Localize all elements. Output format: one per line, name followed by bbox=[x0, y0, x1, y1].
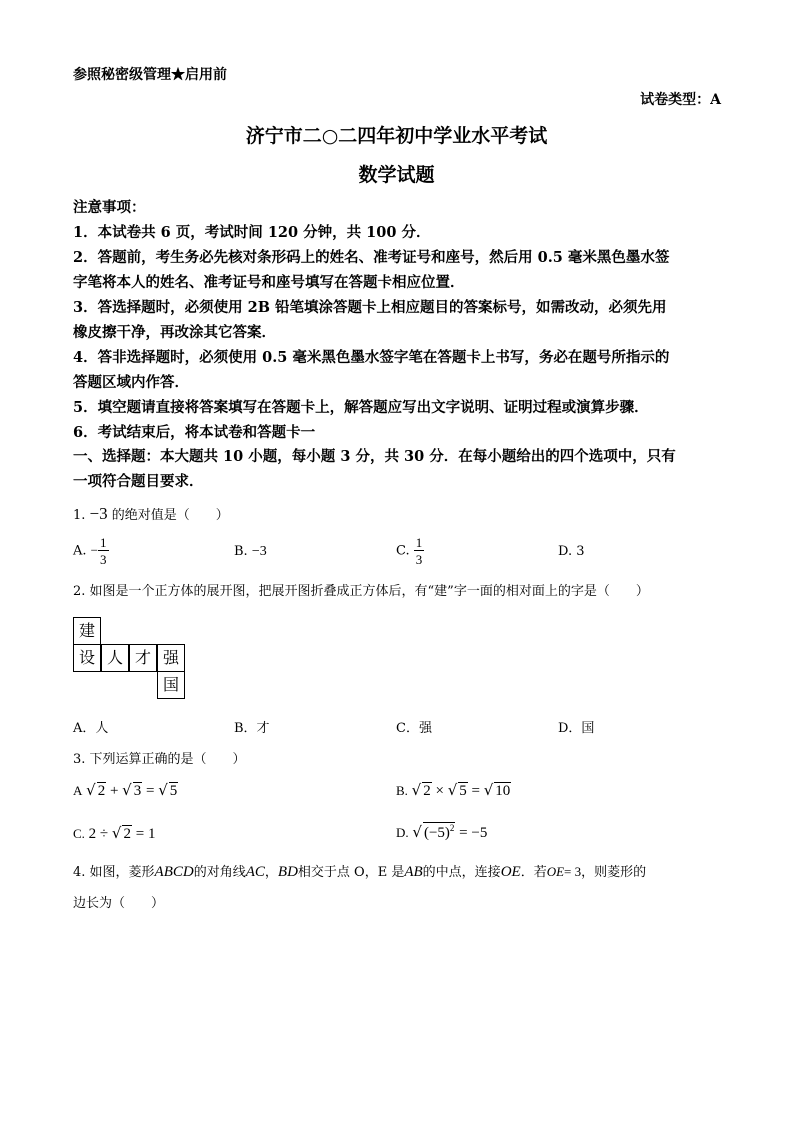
section-heading-line1: 一、选择题：本大题共 10 小题，每小题 3 分，共 30 分．在每小题给出的四个选项中，只有 bbox=[73, 448, 676, 465]
note-line: 1．本试卷共 6 页，考试时间 120 分钟，共 100 分． bbox=[73, 224, 431, 241]
net-cell: 设 bbox=[73, 644, 101, 672]
q2-option-d[interactable]: D．国 bbox=[558, 721, 595, 736]
question-3-text: 3. 下列运算正确的是（ ） bbox=[73, 752, 246, 767]
question-4-line2: 边长为（ ） bbox=[73, 896, 165, 911]
fraction: $\frac{1}{3}$ bbox=[100, 535, 107, 567]
note-line: 答题区域内作答． bbox=[73, 374, 189, 391]
q2-option-b[interactable]: B．才 bbox=[234, 721, 270, 736]
notes-heading: 注意事项： bbox=[73, 199, 146, 216]
question-number: 1. bbox=[73, 508, 86, 523]
q3-option-a[interactable]: A √ 2 + √ 3 = √ 5 bbox=[73, 781, 178, 799]
exam-subtitle: 数学试题 bbox=[358, 164, 435, 186]
question-1 bbox=[73, 504, 229, 524]
note-line: 6．考试结束后，将本试卷和答题卡一 bbox=[73, 424, 316, 441]
net-cell: 国 bbox=[157, 671, 185, 699]
question-4-line1: 4. 如图，菱形ABCD的对角线AC，BD相交于点 O，E 是AB的中点，连接OE．若OE= 3，则菱形的 bbox=[73, 864, 647, 880]
q3-option-b[interactable]: B. √ 2 × √ 5 = √ 10 bbox=[396, 781, 511, 799]
net-cell: 强 bbox=[157, 644, 185, 672]
net-cell: 人 bbox=[101, 644, 129, 672]
note-line: 2．答题前，考生务必先核对条形码上的姓名、准考证号和座号，然后用 0.5 毫米黑色墨水签 bbox=[73, 249, 670, 266]
fraction: $\frac{1}{3}$ bbox=[415, 535, 423, 567]
note-line: 5．填空题请直接将答案填写在答题卡上，解答题应写出文字说明、证明过程或演算步骤． bbox=[73, 399, 649, 416]
question-2-text: 2. 如图是一个正方体的展开图，把展开图折叠成正方体后，有“建”字一面的相对面上的字是（ ） bbox=[73, 584, 649, 599]
q2-option-c[interactable]: C．强 bbox=[396, 721, 432, 736]
q1-option-d[interactable]: D. 3 bbox=[558, 544, 585, 559]
note-line: 橡皮擦干净，再改涂其它答案． bbox=[73, 324, 276, 341]
q3-option-d[interactable]: D. √ $(-5)^2 = -5$ bbox=[396, 823, 488, 841]
cube-net-figure bbox=[73, 617, 186, 698]
section-heading-line2: 一项符合题目要求． bbox=[73, 473, 204, 490]
q3-option-c[interactable]: C. 2 ÷ √ 2 = 1 bbox=[73, 824, 156, 842]
note-line: 字笔将本人的姓名、准考证号和座号填写在答题卡相应位置． bbox=[73, 274, 465, 291]
note-line: 4．答非选择题时，必须使用 0.5 毫米黑色墨水签字笔在答题卡上书写，务必在题号所指示的 bbox=[73, 349, 670, 366]
q1-option-c[interactable]: C. $\frac{1}{3}$ bbox=[396, 535, 423, 567]
net-cell: 才 bbox=[129, 644, 157, 672]
q1-option-a[interactable]: A. − $\frac{1}{3}$ bbox=[73, 535, 107, 567]
q2-option-a[interactable]: A．人 bbox=[73, 721, 109, 736]
confidential-label: 参照秘密级管理★启用前 bbox=[73, 67, 227, 83]
net-cell: 建 bbox=[73, 617, 101, 645]
q1-text: 的绝对值是（ ） bbox=[111, 508, 229, 523]
q1-expression: −3 bbox=[89, 504, 108, 523]
q1-option-b[interactable]: B. −3 bbox=[234, 544, 267, 559]
note-line: 3．答选择题时，必须使用 2B 铅笔填涂答题卡上相应题目的答案标号，如需改动，必须先用 bbox=[73, 299, 667, 316]
paper-type-label: 试卷类型：A bbox=[640, 92, 721, 108]
exam-title: 济宁市二○二四年初中学业水平考试 bbox=[245, 125, 548, 147]
